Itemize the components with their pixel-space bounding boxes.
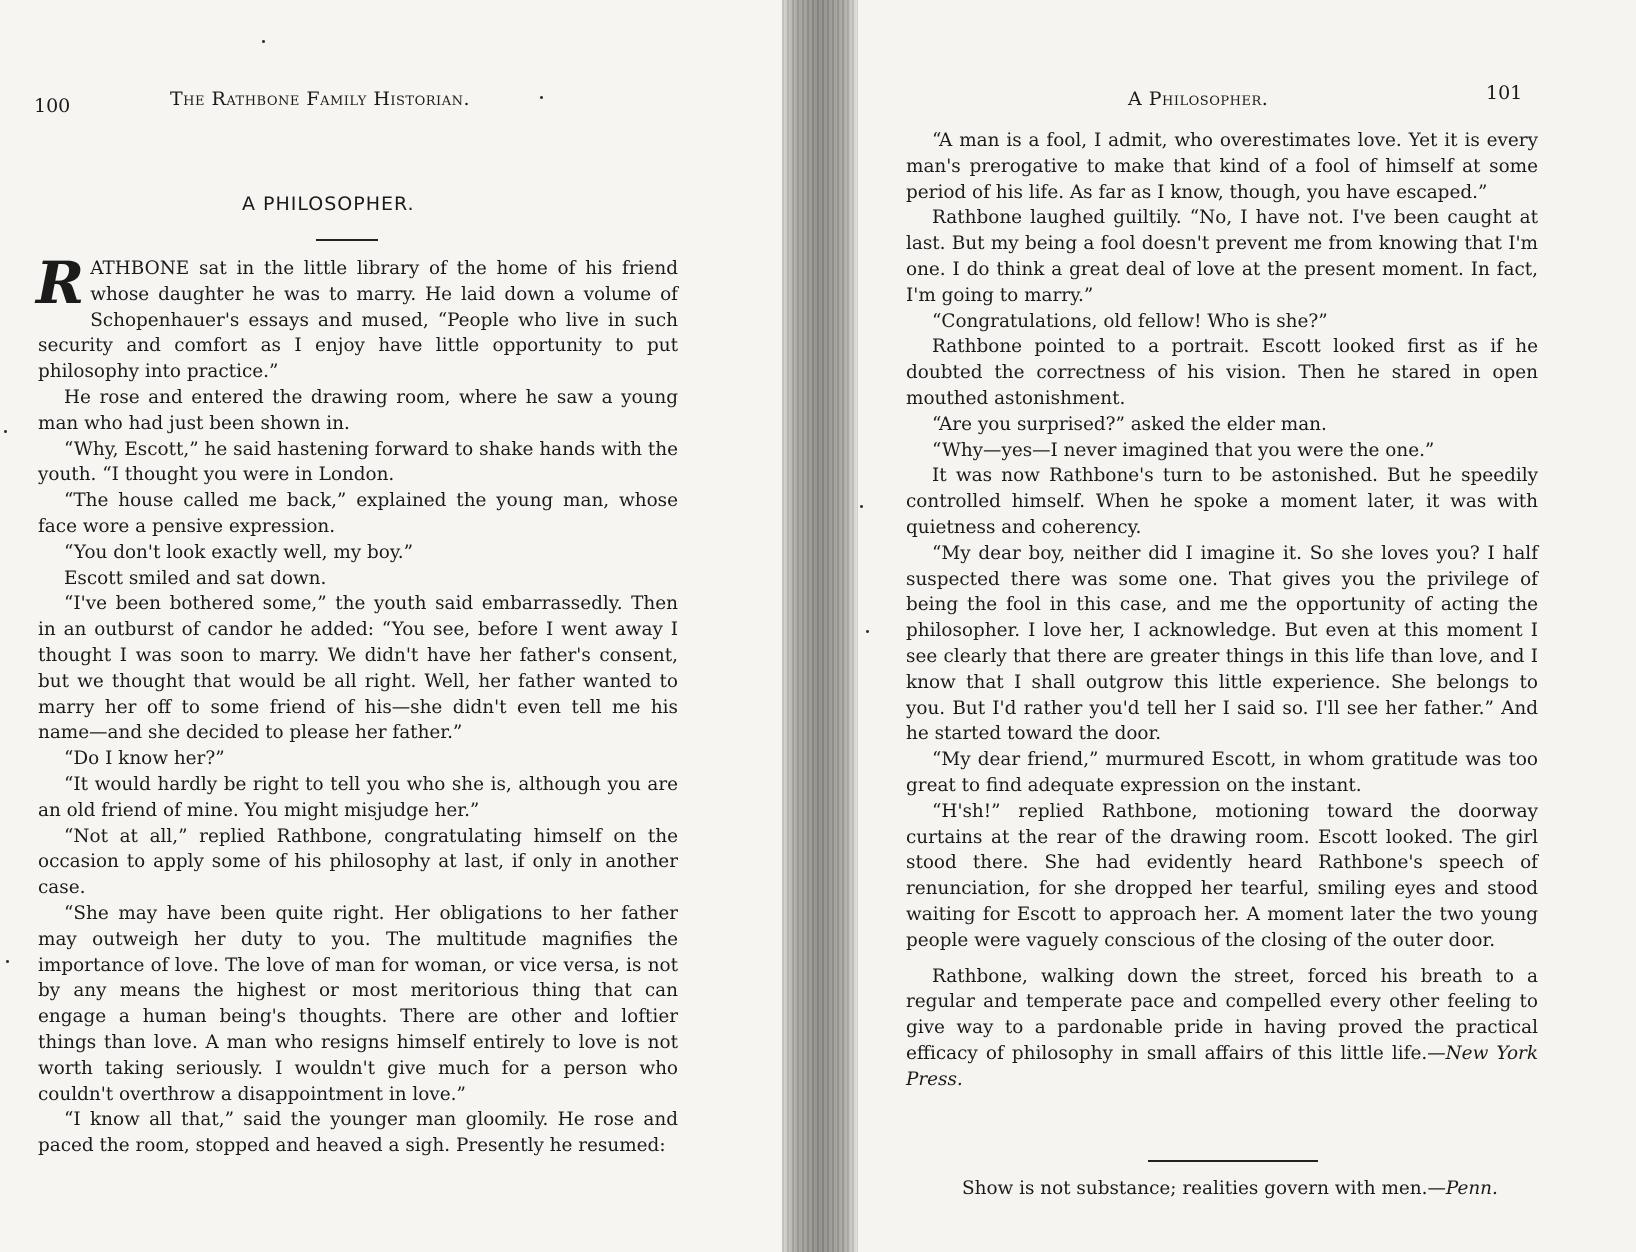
paragraph: Rathbone, walking down the street, forced his breath to a regular and temperate pace and compelled every other feeling to give way to a pardonable pride in having proved the practical efficacy of philosophy in small affairs of this little life.—New York Press. <box>906 965 1538 1090</box>
print-speck <box>4 430 7 433</box>
print-speck <box>6 960 9 963</box>
closing-rule <box>1148 1160 1318 1162</box>
paragraph: Rathbone pointed to a portrait. Escott looked first as if he doubted the correctness of his vision. Then he stared in open mouthed astonishment. <box>906 336 1538 409</box>
paragraph: Rathbone laughed guiltily. “No, I have not. I've been caught at last. But my being a fool doesn't prevent me from knowing that I'm one. I do think a great deal of love at the present moment. In fact, I'm going to marry.” <box>906 207 1538 306</box>
paragraph: “She may have been quite right. Her obligations to her father may outweigh her duty to you. The multitude magnifies the importance of love. The love of man for woman, or vice versa, is not by any means the highest or most meritorious thing that can engage a human being's thoughts. There are other and loftier things than love. A man who resigns himself entirely to love is not worth taking seriously. I wouldn't give much for a person who couldn't overthrow a disappointment in love.” <box>38 902 678 1105</box>
paragraph: “Not at all,” replied Rathbone, congratulating himself on the occasion to apply some of his philosophy at last, if only in another case. <box>38 825 678 899</box>
print-speck <box>540 96 543 99</box>
paragraph: “Do I know her?” <box>64 748 225 770</box>
paragraph: “My dear friend,” murmured Escott, in whom gratitude was too great to find adequate expression on the instant. <box>906 749 1538 796</box>
closing-quote: Show is not substance; realities govern with men.—Penn. <box>962 1178 1498 1199</box>
running-head: The Rathbone Family Historian. <box>170 88 470 110</box>
paragraph: “A man is a fool, I admit, who overestimates love. Yet it is every man's prerogative to make that kind of a fool of himself at some period of his life. As far as I know, though, you have escaped.” <box>906 130 1538 203</box>
closing-quote-author: Penn. <box>1445 1178 1498 1199</box>
print-speck <box>860 505 863 508</box>
paragraph: “It would hardly be right to tell you who she is, although you are an old friend of mine. You might misjudge her.” <box>38 773 678 821</box>
page-number: 101 <box>1486 82 1523 104</box>
paragraph: RATHBONE sat in the little library of the home of his friend whose daughter he was to marry. He laid down a volume of Schopenhauer's essays and mused, “People who live in such security and comfort as I enjoy have little opportunity to put philosophy into practice.” <box>36 249 678 383</box>
paragraph: It was now Rathbone's turn to be astonished. But he speedily controlled himself. When he spoke a moment later, it was with quietness and coherency. <box>906 465 1538 538</box>
title-rule <box>316 239 378 241</box>
right-page <box>858 0 1636 1252</box>
paragraph: He rose and entered the drawing room, where he saw a young man who had just been shown in. <box>38 386 678 434</box>
left-column-text <box>36 249 678 1159</box>
book-gutter <box>782 0 858 1252</box>
paragraph: “You don't look exactly well, my boy.” <box>64 541 414 563</box>
page-number: 100 <box>34 95 71 117</box>
drop-cap: R <box>36 249 85 317</box>
paragraph: “Congratulations, old fellow! Who is she?” <box>932 310 1328 332</box>
right-column-text <box>906 128 1538 1092</box>
paragraph: “Why—yes—I never imagined that you were the one.” <box>932 439 1435 461</box>
paragraph: “I know all that,” said the younger man gloomily. He rose and paced the room, stopped and heaved a sigh. Presently he resumed: <box>38 1109 678 1157</box>
running-head: A Philosopher. <box>1128 88 1269 110</box>
print-speck <box>866 630 869 633</box>
paragraph: Escott smiled and sat down. <box>64 567 327 589</box>
print-speck <box>262 40 265 43</box>
article-title: A PHILOSOPHER. <box>242 193 415 215</box>
paragraph: “H'sh!” replied Rathbone, motioning toward the doorway curtains at the rear of the drawing room. Escott looked. The girl stood there. She had evidently heard Rathbone's speech of renunciation, for she dropped her tearful, smiling eyes and stood waiting for Escott to approach her. A moment later the two young people were vaguely conscious of the closing of the outer door. <box>906 800 1538 951</box>
left-page <box>0 0 782 1252</box>
source-credit: New York Press. <box>906 1042 1538 1090</box>
paragraph: “Are you surprised?” asked the elder man. <box>932 413 1327 435</box>
paragraph: “The house called me back,” explained the young man, whose face wore a pensive expression. <box>38 490 678 537</box>
paragraph: “I've been bothered some,” the youth said embarrassedly. Then in an outburst of candor he added: “You see, before I went away I thought I was soon to marry. We didn't have her father's consent, but we thought that would be all right. Well, her father wanted to marry her off to some friend of his—she didn't even tell me his name—and she decided to please her father.” <box>38 593 678 744</box>
paragraph: “Why, Escott,” he said hastening forward to shake hands with the youth. “I thought you were in London. <box>38 438 678 486</box>
paragraph: “My dear boy, neither did I imagine it. So she loves you? I half suspected there was some one. That gives you the privilege of being the fool in this case, and me the opportunity of acting the philosopher. I love her, I acknowledge. But even at this moment I see clearly that there are greater things in this life than love, and I know that I shall outgrow this little experience. She belongs to you. But I'd rather you'd tell her I said so. I'll see her father.” And he started toward the door. <box>906 542 1538 745</box>
